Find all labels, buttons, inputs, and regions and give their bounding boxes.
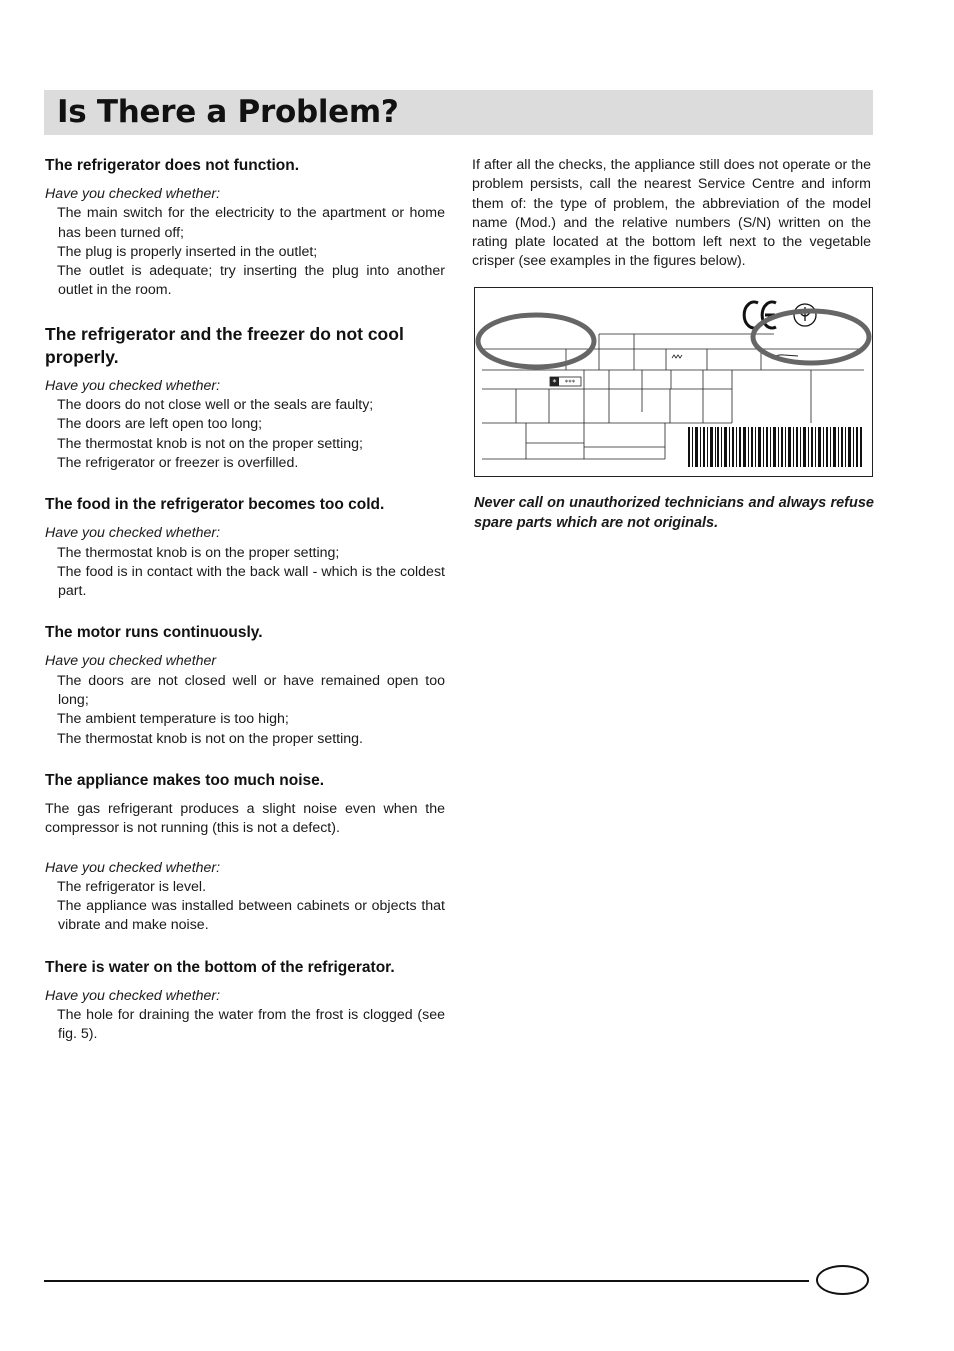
check-item: The doors are left open too long; <box>57 416 263 433</box>
check-item: The doors do not close well or the seals are faulty; <box>57 397 374 414</box>
check-item: The thermostat knob is on the proper setting; <box>57 544 340 561</box>
check-item: The refrigerator is level. <box>57 878 207 895</box>
check-item: The ambient temperature is too high; <box>57 711 289 728</box>
check-item: The thermostat knob is not on the proper setting; <box>57 435 363 452</box>
section-heading: There is water on the bottom of the refrigerator. <box>45 958 395 976</box>
check-list <box>45 1006 445 1045</box>
svg-text:*: * <box>552 378 557 387</box>
check-item: The refrigerator or freezer is overfilled. <box>57 454 299 471</box>
section-not-cool <box>45 323 445 473</box>
page-number-oval <box>816 1265 869 1295</box>
freezer-star-icon <box>550 377 581 387</box>
check-prompt: Have you checked whether <box>45 653 217 670</box>
check-list <box>45 672 445 749</box>
check-list <box>45 204 445 300</box>
rating-plate-figure <box>474 287 873 477</box>
check-item: The thermostat knob is not on the proper setting. <box>57 730 363 747</box>
footer-rule <box>44 1280 809 1282</box>
section-heading: The motor runs continuously. <box>45 624 263 642</box>
check-list <box>45 396 445 473</box>
page-title: Is There a Problem? <box>57 94 399 130</box>
check-prompt: Have you checked whether: <box>45 377 221 394</box>
section-heading: The appliance makes too much noise. <box>45 771 325 789</box>
check-item: The doors are not closed well or have remained open too long; <box>57 672 445 709</box>
check-prompt: Have you checked whether: <box>45 186 221 202</box>
check-list <box>45 544 445 602</box>
check-prompt: Have you checked whether: <box>45 525 221 542</box>
title-bar <box>44 90 873 135</box>
service-column <box>472 156 871 272</box>
check-list <box>45 878 445 936</box>
section-too-cold <box>45 495 445 601</box>
check-item: The plug is properly inserted in the outlet; <box>57 243 318 260</box>
section-noise <box>45 771 445 936</box>
svg-text:***: *** <box>564 378 576 387</box>
section-heading: The food in the refrigerator becomes too cold. <box>45 496 385 514</box>
warning-note: Never call on unauthorized technicians and always refuse spare parts which are not originals. <box>474 495 874 531</box>
noise-explanation: The gas refrigerant produces a slight noise even when the compressor is not running (this is not a defect). <box>45 800 445 837</box>
check-item: The outlet is adequate; try inserting the plug into another outlet in the room. <box>57 263 445 299</box>
section-heading: The refrigerator and the freezer do not cool properly. <box>45 323 404 367</box>
troubleshooting-column <box>45 156 445 1063</box>
check-item: The main switch for the electricity to the apartment or home has been turned off; <box>57 205 445 241</box>
check-prompt: Have you checked whether: <box>45 859 221 876</box>
check-item: The food is in contact with the back wall - which is the coldest part. <box>57 563 445 600</box>
check-item: The appliance was installed between cabinets or objects that vibrate and make noise. <box>57 898 445 934</box>
check-item: The hole for draining the water from the frost is clogged (see fig. 5). <box>57 1007 445 1043</box>
section-heading: The refrigerator does not function. <box>45 157 300 174</box>
service-instructions: If after all the checks, the appliance still does not operate or the problem persists, call the nearest Service Centre and inform them of: the type of problem, the abbreviation of the model name (Mod.) and the relative numbers (S/N) written on the rating plate located at the bottom left next to the vegetable crisper (see examples in the figures below). <box>472 157 871 270</box>
section-water <box>45 958 445 1045</box>
check-prompt: Have you checked whether: <box>45 987 221 1004</box>
section-not-function <box>45 156 445 301</box>
section-motor-runs <box>45 623 445 748</box>
